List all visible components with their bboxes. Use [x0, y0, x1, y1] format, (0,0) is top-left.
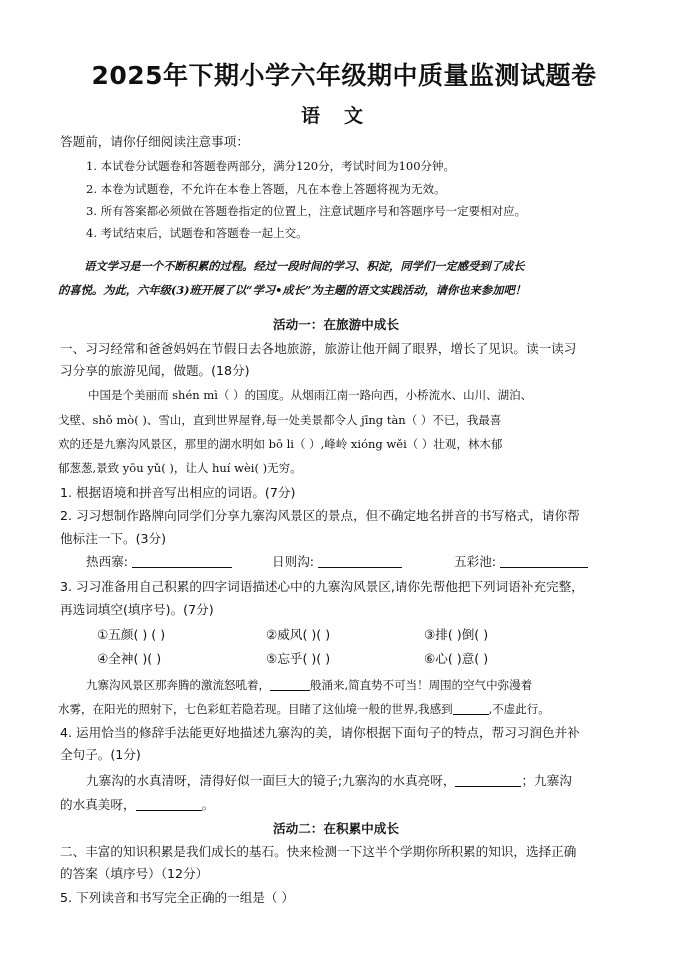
intro-line: 的喜悦。为此，六年级(3)班开展了以“学习•成长”为主题的语文实践活动，请你也来参加吧！ [58, 283, 527, 297]
fill-sentence: 水雾，在阳光的照射下，七色彩虹若隐若现。目睹了这仙境一般的世界,我感到 ,不虚此行。 [58, 702, 550, 716]
question-4: 全句子。(1分) [60, 747, 141, 762]
notice-item: 3. 所有答案都必须做在答题卷指定的位置上，注意试题序号和答题序号一定要相对应。 [86, 204, 527, 218]
idiom-item: ④全神( )( ) [97, 651, 162, 666]
place-field [86, 553, 232, 571]
exam-title: 2025年下期小学六年级期中质量监测试题卷 [91, 61, 597, 90]
notice-item: 1. 本试卷分试题卷和答题卷两部分，满分120分，考试时间为100分钟。 [86, 159, 456, 173]
question-2: 2. 习习想制作路牌向同学们分享九寨沟风景区的景点，但不确定地名拼音的书写格式，请你帮 [60, 508, 580, 523]
answer-blank[interactable] [270, 677, 310, 691]
section-heading: 一、习习经常和爸爸妈妈在节假日去各地旅游，旅游让他开阔了眼界，增长了见识。读一读习 [60, 341, 577, 356]
rhetoric-sentence: 九寨沟的水真清呀，清得好似一面巨大的镜子;九寨沟的水真亮呀， ；九寨沟 [86, 773, 572, 788]
place-label: 日则沟: [272, 554, 315, 569]
notice-heading: 答题前，请你仔细阅读注意事项： [60, 134, 249, 149]
question-1: 1. 根据语境和拼音写出相应的词语。(7分) [60, 485, 296, 500]
intro-line: 语文学习是一个不断积累的过程。经过一段时间的学习、积淀，同学们一定感受到了成长 [84, 259, 525, 273]
idiom-item: ⑥心( )意( ) [424, 651, 489, 666]
place-label: 五彩池: [454, 554, 497, 569]
passage-line: 戈壁、shǒ mò( )、雪山，直到世界屋脊,每一处美景都令人 jīng tàn（ ）不已，我最喜 [58, 413, 502, 427]
answer-blank[interactable] [453, 701, 489, 715]
section-heading: 习分享的旅游见闻，做题。(18分) [60, 363, 250, 378]
rhetoric-sentence: 的水真美呀， 。 [60, 797, 215, 812]
section-heading: 二、丰富的知识积累是我们成长的基石。快来检测一下这半个学期你所积累的知识，选择正确 [60, 844, 577, 859]
idiom-item: ⑤忘乎( )( ) [266, 651, 331, 666]
idiom-item: ③排( )倒( ) [424, 627, 489, 642]
place-field [272, 553, 402, 571]
place-field [454, 553, 588, 571]
place-label: 热西寨: [86, 554, 129, 569]
passage-line: 郁葱葱,景致 yōu yǔ( )，让人 huí wèi( )无穷。 [58, 461, 302, 475]
passage-line: 中国是个美丽而 shén mì（ ）的国度。从烟雨江南一路向西，小桥流水、山川、湖泊、 [88, 388, 533, 402]
activity-heading: 活动二：在积累中成长 [273, 821, 399, 836]
notice-item: 4. 考试结束后，试题卷和答题卷一起上交。 [86, 226, 308, 240]
question-5: 5. 下列读音和书写完全正确的一组是（ ） [60, 890, 295, 905]
idiom-item: ②威风( )( ) [266, 627, 331, 642]
passage-line: 欢的还是九寨沟风景区，那里的湖水明如 bō li（ ）,峰岭 xióng wěi（ ）壮观，林木郁 [58, 437, 503, 451]
answer-blank[interactable] [318, 554, 402, 568]
activity-heading: 活动一：在旅游中成长 [273, 317, 399, 332]
answer-blank[interactable] [132, 554, 232, 568]
subject-title: 语文 [300, 105, 387, 127]
idiom-item: ①五颜( ) ( ) [97, 627, 166, 642]
section-heading: 的答案（填序号）（12分） [60, 866, 209, 881]
answer-blank[interactable] [455, 773, 521, 787]
answer-blank[interactable] [136, 797, 202, 811]
fill-sentence: 九寨沟风景区那奔腾的激流怒吼着， 般涌来,简直势不可当！周围的空气中弥漫着 [86, 678, 533, 692]
question-3: 再选词填空(填序号)。(7分) [60, 602, 214, 617]
answer-blank[interactable] [500, 554, 588, 568]
question-2: 他标注一下。(3分) [60, 531, 166, 546]
notice-item: 2. 本卷为试题卷，不允许在本卷上答题，凡在本卷上答题将视为无效。 [86, 182, 446, 196]
question-4: 4. 运用恰当的修辞手法能更好地描述九寨沟的美，请你根据下面句子的特点，帮习习润色并补 [60, 725, 580, 740]
question-3: 3. 习习准备用自己积累的四字词语描述心中的九寨沟风景区,请你先帮他把下列词语补充完整， [60, 579, 584, 594]
